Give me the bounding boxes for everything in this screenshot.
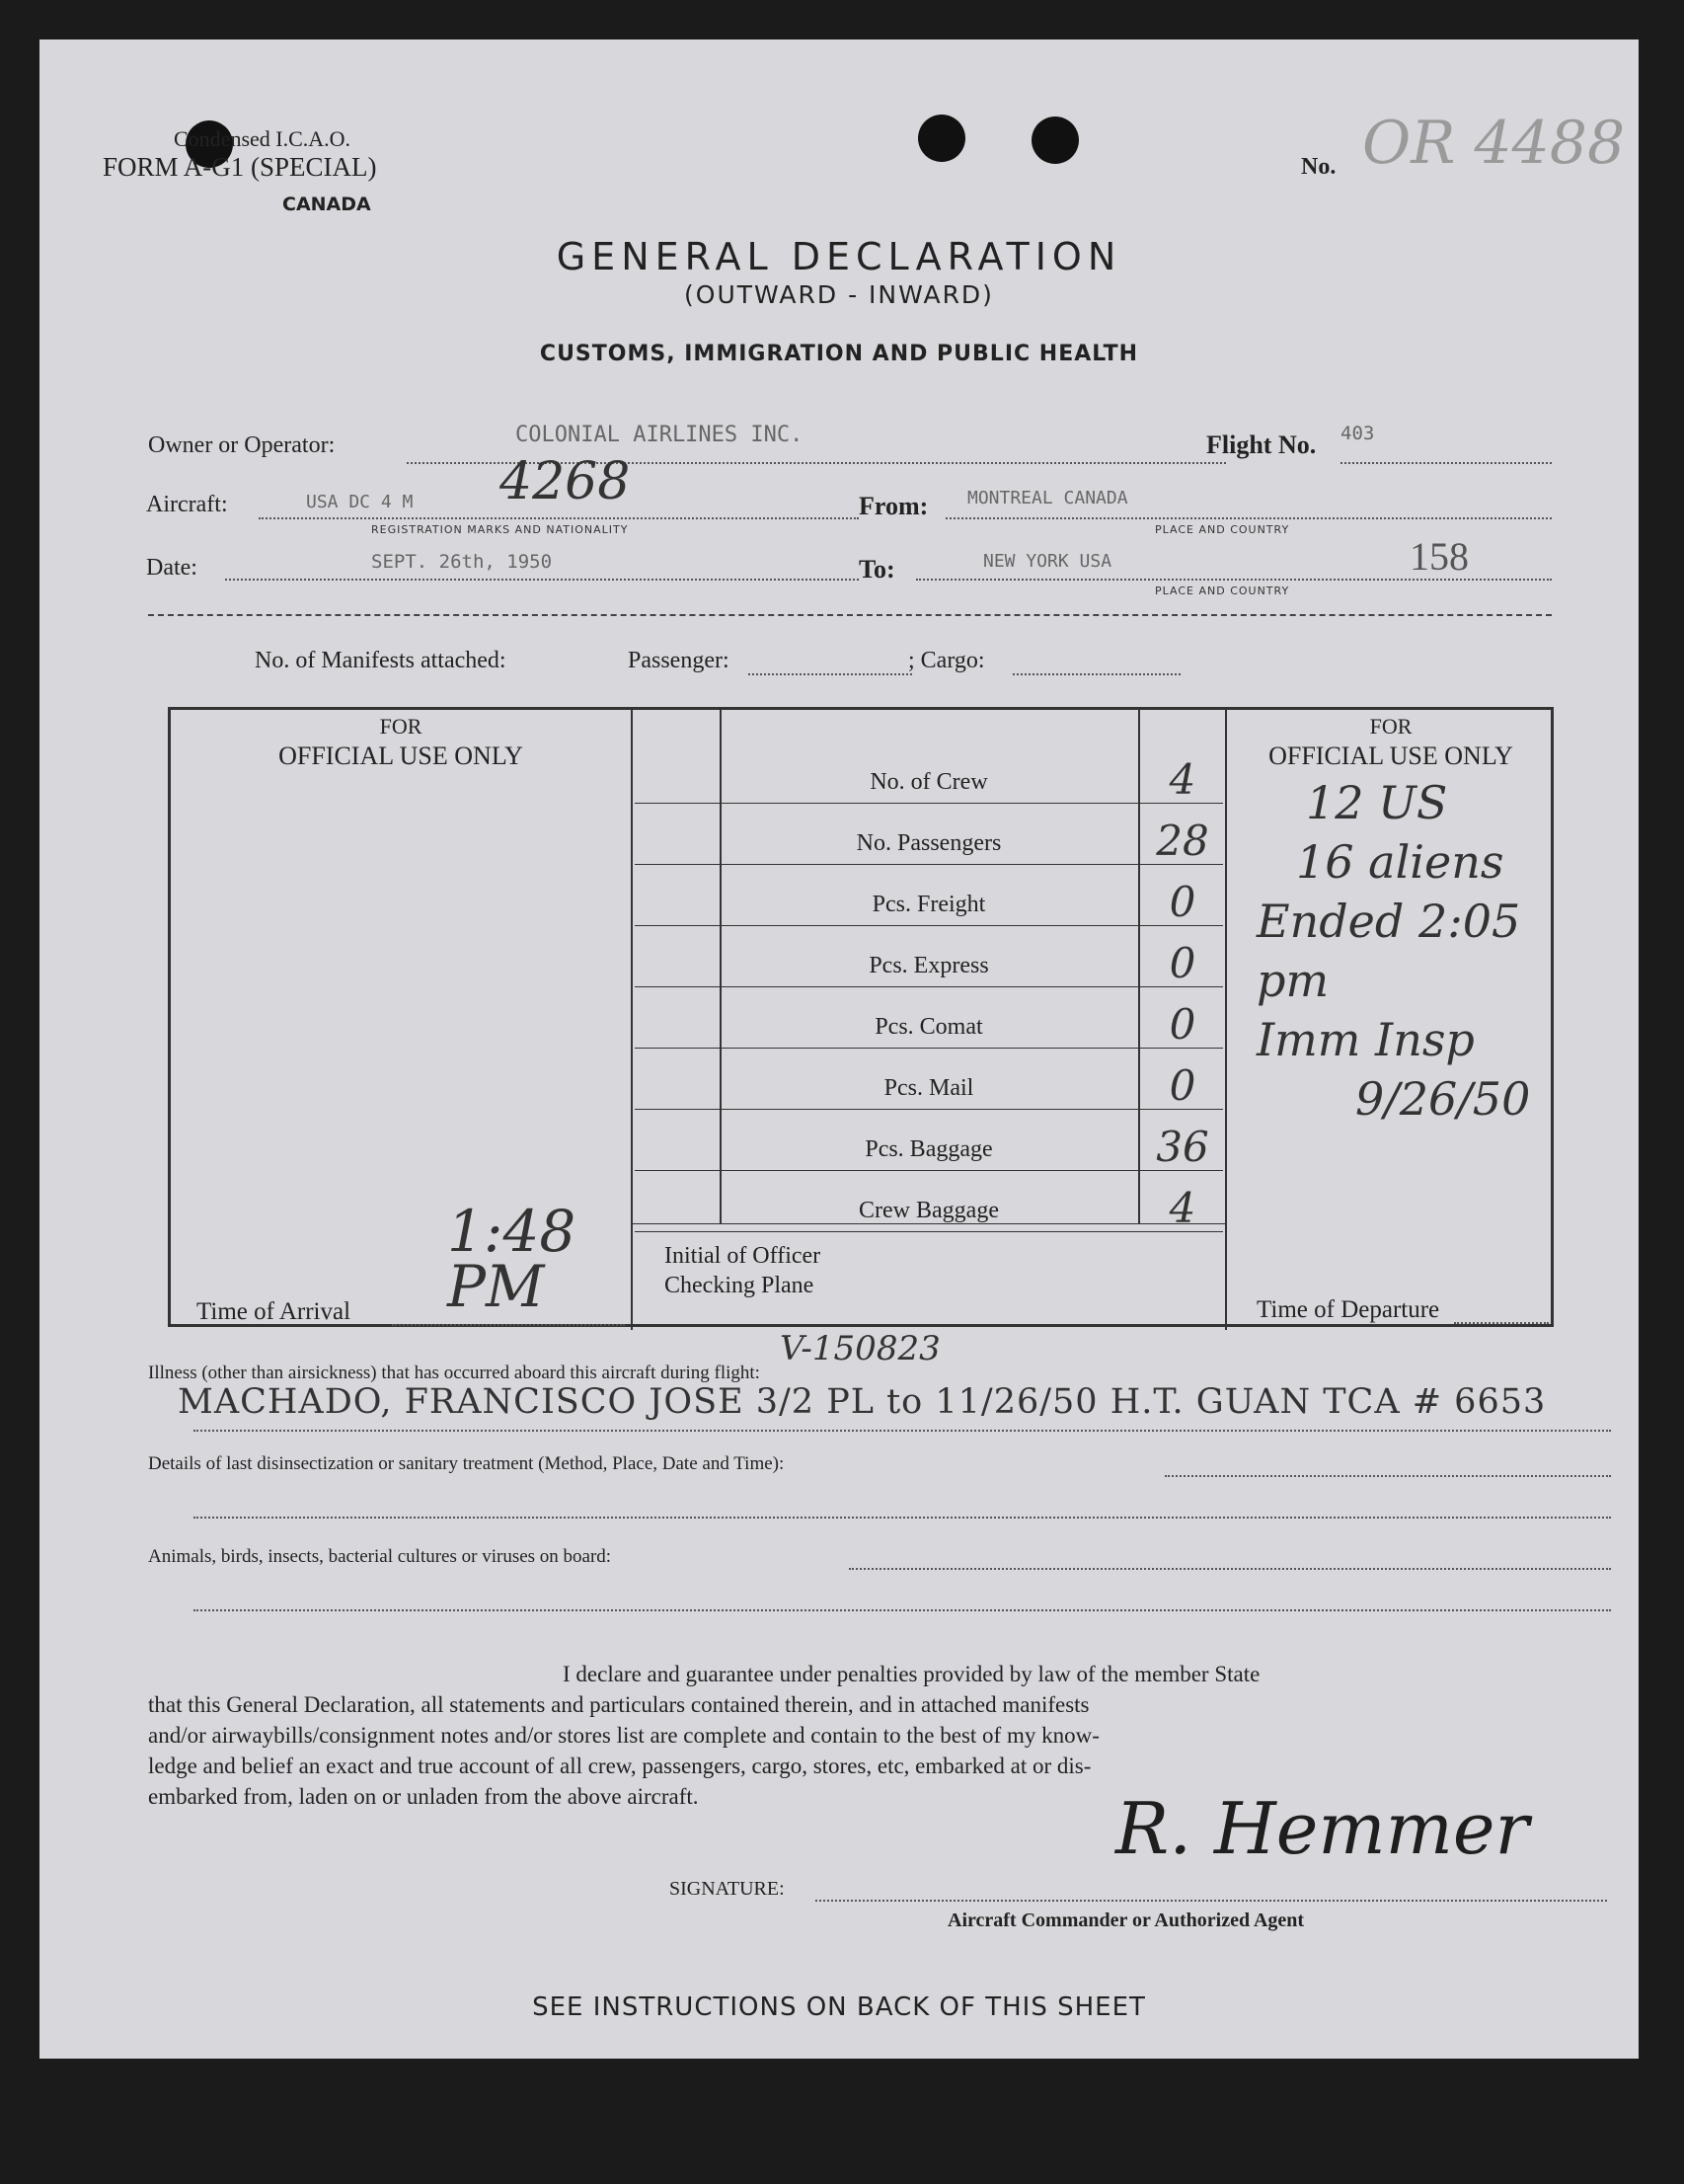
official-notes [1237,773,1553,1129]
to-handwritten-number: 158 [1410,534,1469,579]
animals-line-1 [849,1568,1611,1570]
count-row-label: Crew Baggage [859,1198,999,1223]
illness-label: Illness (other than airsickness) that has occurred aboard this aircraft during flight: [148,1363,760,1383]
time-of-departure-line [1454,1322,1549,1324]
form-reference: Condensed I.C.A.O. [174,126,351,151]
date-label: Date: [146,555,197,581]
form-number: FORM A-G1 (SPECIAL) [103,152,377,182]
manifests-passenger-label: Passenger: [628,648,729,673]
official-note: 9/26/50 [1355,1072,1531,1126]
count-row-label: Pcs. Express [869,953,989,978]
disinsectization-line-1 [1165,1475,1611,1477]
form-country: CANADA [282,194,371,215]
official-note: 16 aliens [1296,835,1504,889]
punch-hole-right-1 [918,115,965,162]
count-row-label: No. Passengers [856,830,1002,856]
count-row-value: 4 [1169,755,1196,804]
aircraft-label: Aircraft: [146,492,228,517]
count-row-label: Pcs. Mail [883,1075,974,1101]
disinsectization-label: Details of last disinsectization or sanitary treatment (Method, Place, Date and Time): [148,1453,785,1474]
document-number-value: OR 4488 [1362,109,1626,178]
official-use-table [168,707,1554,1327]
aircraft-handwritten-number: 4268 [499,452,631,511]
page-section-title: CUSTOMS, IMMIGRATION AND PUBLIC HEALTH [539,342,1139,366]
count-row-label: Pcs. Comat [875,1014,983,1040]
manifests-cargo-label: ; Cargo: [908,648,985,673]
declaration-line-5: embarked from, laden on or unladen from the above aircraft. [148,1784,699,1809]
manifests-label: No. of Manifests attached: [255,648,506,673]
to-label: To: [859,555,895,584]
signature-label: SIGNATURE: [669,1878,785,1900]
count-row-value: 4 [1169,1184,1196,1232]
table-divider-1 [631,710,633,1330]
illness-handwritten-ref: V-150823 [780,1329,941,1368]
count-row-value: 0 [1169,1000,1196,1049]
official-note: 12 US [1306,776,1448,829]
disinsectization-line-2 [193,1517,1611,1519]
table-divider-3 [1138,710,1140,1223]
table-divider-4 [1225,710,1227,1330]
owner-value: COLONIAL AIRLINES INC. [515,423,804,447]
official-note: Ended 2:05 pm [1257,895,1521,1007]
official-note: Imm Insp [1257,1013,1475,1066]
left-for-label: FOR [379,714,422,739]
from-value: MONTREAL CANADA [967,488,1128,508]
flight-field-line [1340,462,1552,464]
right-for-label: FOR [1369,714,1413,739]
manifests-cargo-line [1013,673,1181,675]
left-official-label: OFFICIAL USE ONLY [278,741,523,770]
signature-line [815,1900,1607,1902]
initial-officer-label-line1: Initial of Officer [664,1243,821,1269]
footer-instructions: SEE INSTRUCTIONS ON BACK OF THIS SHEET [532,1992,1146,2022]
signature-handwritten: R. Hemmer [1115,1787,1529,1870]
punch-hole-right-2 [1032,117,1079,164]
declaration-line-4: ledge and belief an exact and true account of all crew, passengers, cargo, stores, etc, embarked at or dis- [148,1754,1092,1778]
count-row-value: 36 [1156,1123,1209,1171]
time-of-arrival-handwritten: 1:48 PM [447,1198,576,1320]
aircraft-value: USA DC 4 M [306,492,414,512]
initial-officer-label-line2: Checking Plane [664,1273,814,1298]
count-row-rule [635,1231,1223,1232]
aircraft-field-line [259,517,859,519]
count-row-rule [635,1170,1223,1171]
time-of-departure-label: Time of Departure [1257,1296,1440,1323]
count-row-rule [635,803,1223,804]
date-value: SEPT. 26th, 1950 [371,551,553,573]
from-caption: PLACE AND COUNTRY [1155,523,1290,536]
count-row-value: 0 [1169,878,1196,926]
document-sheet [39,39,1639,2059]
animals-line-2 [193,1609,1611,1611]
manifests-passenger-line [748,673,912,675]
illness-line [193,1430,1611,1432]
header-separator [148,614,1552,616]
aircraft-caption: REGISTRATION MARKS AND NATIONALITY [371,523,629,536]
count-row-rule [635,986,1223,987]
right-official-label: OFFICIAL USE ONLY [1268,741,1513,770]
page-subtitle: (OUTWARD - INWARD) [684,280,994,309]
to-caption: PLACE AND COUNTRY [1155,585,1290,597]
declaration-line-2: that this General Declaration, all statements and particulars contained therein, and in attached manifests [148,1692,1090,1717]
to-value: NEW YORK USA [983,551,1112,572]
flight-label: Flight No. [1206,430,1317,459]
page-title: GENERAL DECLARATION [556,235,1122,278]
document-number-label: No. [1301,154,1337,180]
declaration-line-1: I declare and guarantee under penalties provided by law of the member State [563,1662,1261,1686]
time-of-arrival-line [392,1324,625,1326]
count-row-rule [635,925,1223,926]
count-row-label: No. of Crew [870,769,988,795]
time-of-arrival-label: Time of Arrival [196,1298,351,1325]
flight-value: 403 [1340,423,1375,444]
declaration-line-3: and/or airwaybills/consignment notes and/or stores list are complete and contain to the best of my know- [148,1723,1100,1748]
count-row-label: Pcs. Freight [872,892,986,917]
count-row-rule [635,1109,1223,1110]
owner-label: Owner or Operator: [148,432,336,458]
count-row-rule [635,864,1223,865]
count-row-value: 0 [1169,939,1196,987]
date-field-line [225,579,859,581]
illness-handwritten-entry: MACHADO, FRANCISCO JOSE 3/2 PL to 11/26/50 H.T. GUAN TCA # 6653 [178,1382,1547,1422]
count-row-value: 28 [1156,817,1209,865]
count-row-rule [635,1048,1223,1049]
count-row-label: Pcs. Baggage [865,1136,993,1162]
animals-label: Animals, birds, insects, bacterial cultures or viruses on board: [148,1546,612,1567]
from-field-line [946,517,1552,519]
signature-caption: Aircraft Commander or Authorized Agent [948,1910,1305,1931]
from-label: From: [859,492,929,520]
count-row-value: 0 [1169,1061,1196,1110]
